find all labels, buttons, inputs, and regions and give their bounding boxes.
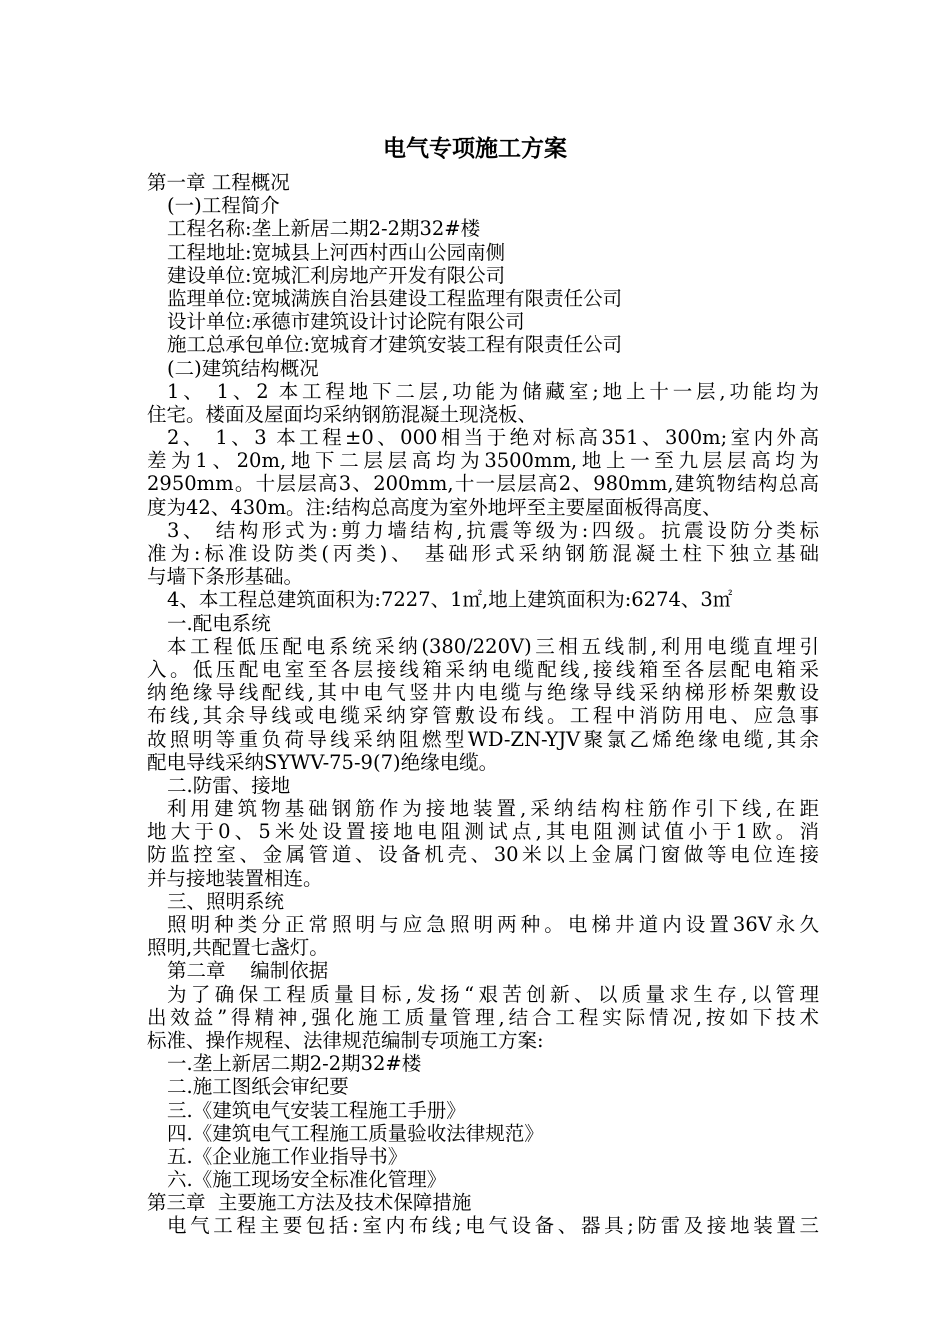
text-line: 二.施工图纸会审纪要 xyxy=(167,1075,349,1099)
text-line: 差为1、20m,地下二层层高均为3500mm,地上一至九层层高均为 xyxy=(147,449,819,473)
text-line: 建设单位:宽城汇利房地产开发有限公司 xyxy=(167,263,506,287)
document-title: 电气专项施工方案 xyxy=(383,136,567,162)
text-line: 度为42、430m。注:结构总高度为室外地坪至主要屋面板得高度、 xyxy=(147,495,722,519)
text-line: 照明种类分正常照明与应急照明两种。电梯井道内设置36V永久 xyxy=(167,913,819,936)
text-line: 监理单位:宽城满族自治县建设工程监理有限责任公司 xyxy=(167,286,623,310)
text-line: (二)建筑结构概况 xyxy=(167,356,319,380)
text-line: 电气工程主要包括:室内布线;电气设备、器具;防雷及接地装置三 xyxy=(167,1214,819,1238)
text-line: 设计单位:承德市建筑设计讨论院有限公司 xyxy=(167,310,525,334)
text-line: 布线,其余导线或电缆采纳穿管敷设布线。工程中消防用电、应急事 xyxy=(147,704,819,728)
text-line: 配电导线采纳SYWV-75-9(7)绝缘电缆。 xyxy=(147,750,499,774)
text-line: 第一章 工程概况 xyxy=(147,171,290,194)
text-line: 工程名称:垄上新居二期2-2期32#楼 xyxy=(167,217,481,241)
text-line: 本工程低压配电系统采纳(380/220V)三相五线制,利用电缆直埋引 xyxy=(167,634,819,658)
text-line: 地大于0、5米处设置接地电阻测试点,其电阻测试值小于1欧。消 xyxy=(147,820,819,844)
document-body xyxy=(147,171,819,1238)
text-line: 利用建筑物基础钢筋作为接地装置,采纳结构柱筋作引下线,在距 xyxy=(167,797,819,821)
text-line: 2、 1、3 本工程±0、000相当于绝对标高351、300m;室内外高 xyxy=(167,426,819,450)
text-line: 防监控室、金属管道、设备机壳、30米以上金属门窗做等电位连接 xyxy=(147,843,819,867)
text-line: 三.《建筑电气安装工程施工手册》 xyxy=(167,1098,466,1122)
text-line: 1、 1、2 本工程地下二层,功能为储藏室;地上十一层,功能均为 xyxy=(167,379,819,403)
text-line: 3、 结构形式为:剪力墙结构,抗震等级为:四级。抗震设防分类标 xyxy=(167,518,819,542)
text-line: 四.《建筑电气工程施工质量验收法律规范》 xyxy=(167,1121,544,1145)
text-line: 2950mm。十层层高3、200mm,十一层层高2、980mm,建筑物结构总高 xyxy=(147,472,819,496)
text-line: 4、本工程总建筑面积为:7227、1㎡,地上建筑面积为:6274、3㎡ xyxy=(167,588,733,612)
text-line: 准为:标准设防类(丙类)、 基础形式采纳钢筋混凝土柱下独立基础 xyxy=(147,542,819,565)
text-line: 入。低压配电室至各层接线箱采纳电缆配线,接线箱至各层配电箱采 xyxy=(147,657,819,681)
text-line: 标准、操作规程、法律规范编制专项施工方案: xyxy=(147,1028,544,1052)
text-line: 照明,共配置七盏灯。 xyxy=(147,936,329,960)
text-line: 出效益”得精神,强化施工质量管理,结合工程实际情况,按如下技术 xyxy=(147,1005,819,1029)
text-line: 与墙下条形基础。 xyxy=(147,565,304,589)
text-line: 并与接地装置相连。 xyxy=(147,866,323,890)
text-line: 三、照明系统 xyxy=(167,889,285,913)
text-line: 六.《施工现场安全标准化管理》 xyxy=(167,1168,447,1192)
text-line: 故照明等重负荷导线采纳阻燃型WD-ZN-YJV聚氯乙烯绝缘电缆,其余 xyxy=(147,727,819,751)
text-line: 为了确保工程质量目标,发扬“艰苦创新、以质量求生存,以管理 xyxy=(167,982,819,1006)
text-line: 第三章 主要施工方法及技术保障措施 xyxy=(147,1191,472,1215)
text-line: 纳绝缘导线配线,其中电气竖井内电缆与绝缘导线采纳梯形桥架敷设 xyxy=(147,681,819,705)
text-line: 住宅。楼面及屋面均采纳钢筋混凝土现浇板、 xyxy=(147,402,538,426)
text-line: 第二章 编制依据 xyxy=(167,959,329,983)
text-line: 一.垄上新居二期2-2期32#楼 xyxy=(167,1052,422,1076)
text-line: 二.防雷、接地 xyxy=(167,773,291,797)
text-line: 施工总承包单位:宽城育才建筑安装工程有限责任公司 xyxy=(167,333,623,357)
text-line: 一.配电系统 xyxy=(167,611,271,635)
text-line: (一)工程简介 xyxy=(167,194,280,218)
text-line: 工程地址:宽城县上河西村西山公园南侧 xyxy=(167,240,506,264)
text-line: 五.《企业施工作业指导书》 xyxy=(167,1144,408,1168)
